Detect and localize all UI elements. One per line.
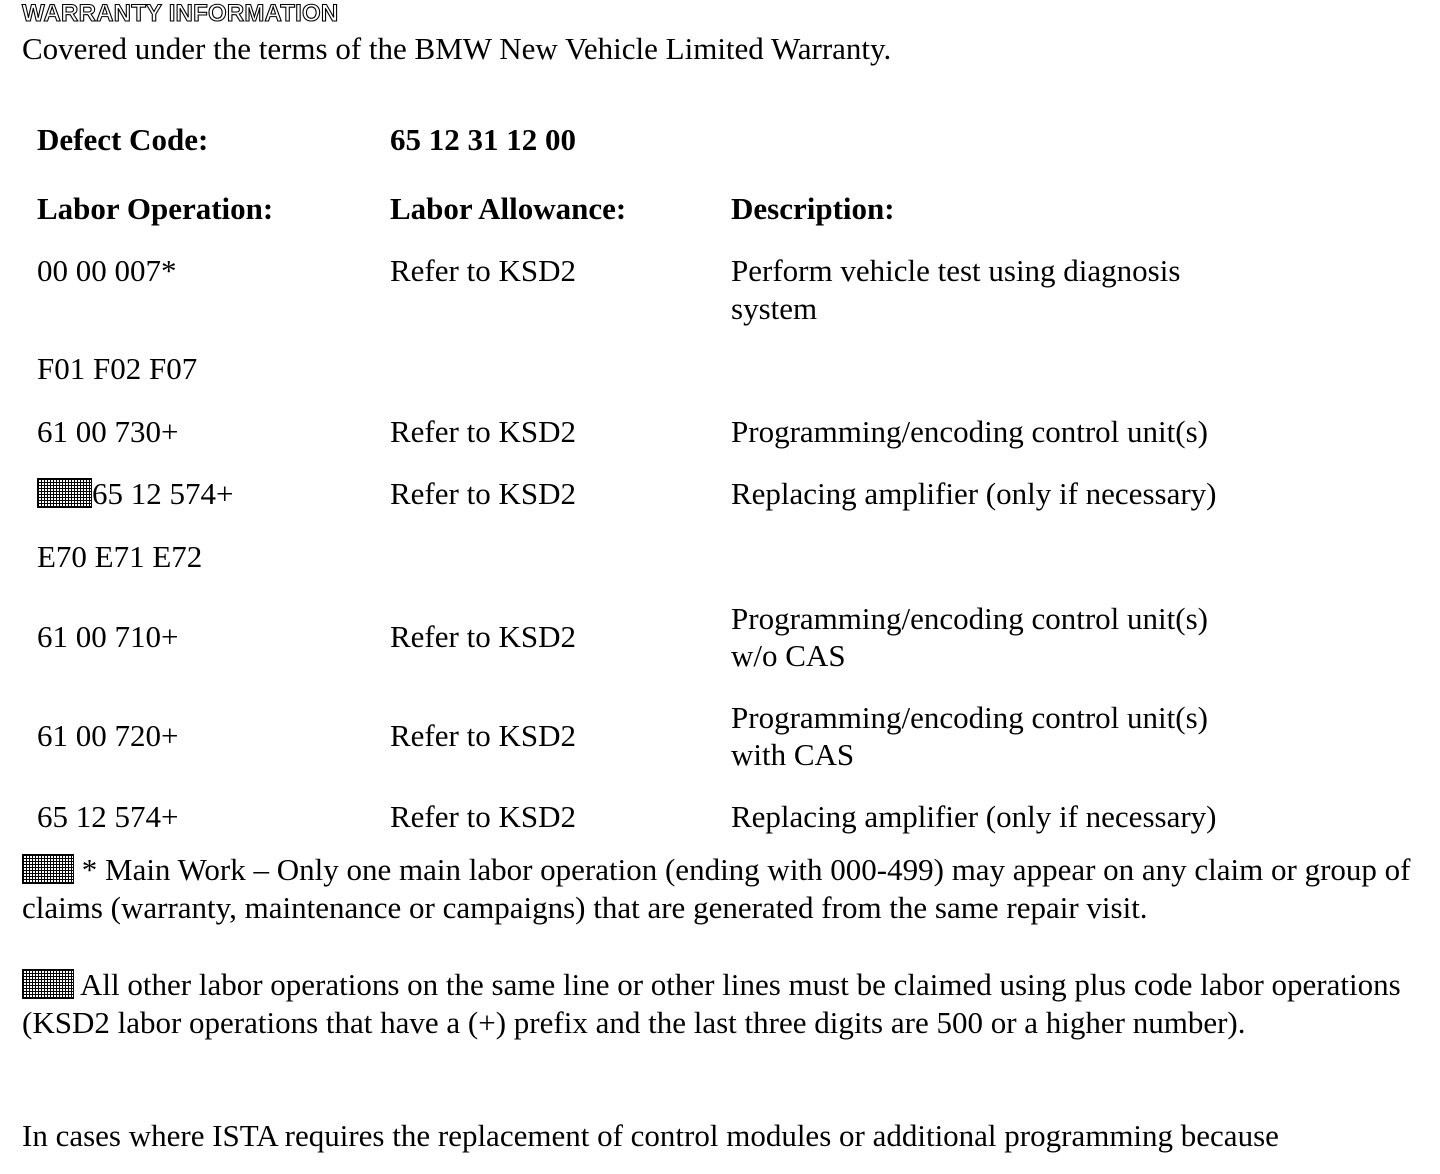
model-group-label: E70 E71 E72	[37, 539, 203, 574]
model-group-label: F01 F02 F07	[37, 351, 198, 386]
table-row-description-cont: system	[731, 291, 818, 326]
table-row-description: Perform vehicle test using diagnosis	[731, 253, 1181, 288]
table-row-operation-marked	[37, 475, 233, 512]
table-row-allowance: Refer to KSD2	[390, 414, 576, 449]
plus-code-note-text: All other labor operations on the same line or other lines must be claimed using plus code labor operations (KSD2 labor operations that have a (+) prefix and the last three digits are 500 or a higher number).	[22, 967, 1401, 1040]
table-row-operation: 61 00 710+	[37, 619, 179, 654]
main-work-note	[22, 851, 1422, 927]
ista-note: In cases where ISTA requires the replacement of control modules or additional programming because	[22, 1118, 1279, 1153]
table-row-description: Programming/encoding control unit(s)	[731, 601, 1208, 636]
table-row-allowance: Refer to KSD2	[390, 253, 576, 288]
warranty-intro: Covered under the terms of the BMW New Vehicle Limited Warranty.	[22, 31, 892, 66]
table-row-operation: 00 00 007*	[37, 253, 177, 288]
header-description: Description:	[731, 191, 895, 226]
header-labor-allowance: Labor Allowance:	[390, 191, 627, 226]
table-row-allowance: Refer to KSD2	[390, 799, 576, 834]
table-row-description-cont: with CAS	[731, 737, 855, 772]
table-row-allowance: Refer to KSD2	[390, 718, 576, 753]
revision-marker-icon	[22, 854, 74, 884]
table-row-allowance: Refer to KSD2	[390, 476, 576, 511]
main-work-note-text: * Main Work – Only one main labor operation (ending with 000-499) may appear on any claim or group of claims (warranty, maintenance or campaigns) that are generated from the same repair visit.	[22, 852, 1411, 925]
plus-code-note	[22, 966, 1422, 1042]
table-row-operation-text: 65 12 574+	[92, 476, 234, 511]
table-row-description: Replacing amplifier (only if necessary)	[731, 476, 1217, 511]
revision-marker-icon	[37, 478, 92, 508]
table-row-description: Replacing amplifier (only if necessary)	[731, 799, 1217, 834]
section-heading: WARRANTY INFORMATION	[22, 0, 339, 27]
revision-marker-icon	[22, 969, 74, 999]
table-row-allowance: Refer to KSD2	[390, 619, 576, 654]
defect-code-label: Defect Code:	[37, 122, 209, 157]
table-row-operation: 61 00 730+	[37, 414, 179, 449]
table-row-operation: 61 00 720+	[37, 718, 179, 753]
header-labor-operation: Labor Operation:	[37, 191, 274, 226]
table-row-operation: 65 12 574+	[37, 799, 179, 834]
table-row-description: Programming/encoding control unit(s)	[731, 414, 1208, 449]
defect-code-value: 65 12 31 12 00	[390, 122, 576, 157]
table-row-description-cont: w/o CAS	[731, 638, 846, 673]
table-row-description: Programming/encoding control unit(s)	[731, 700, 1208, 735]
